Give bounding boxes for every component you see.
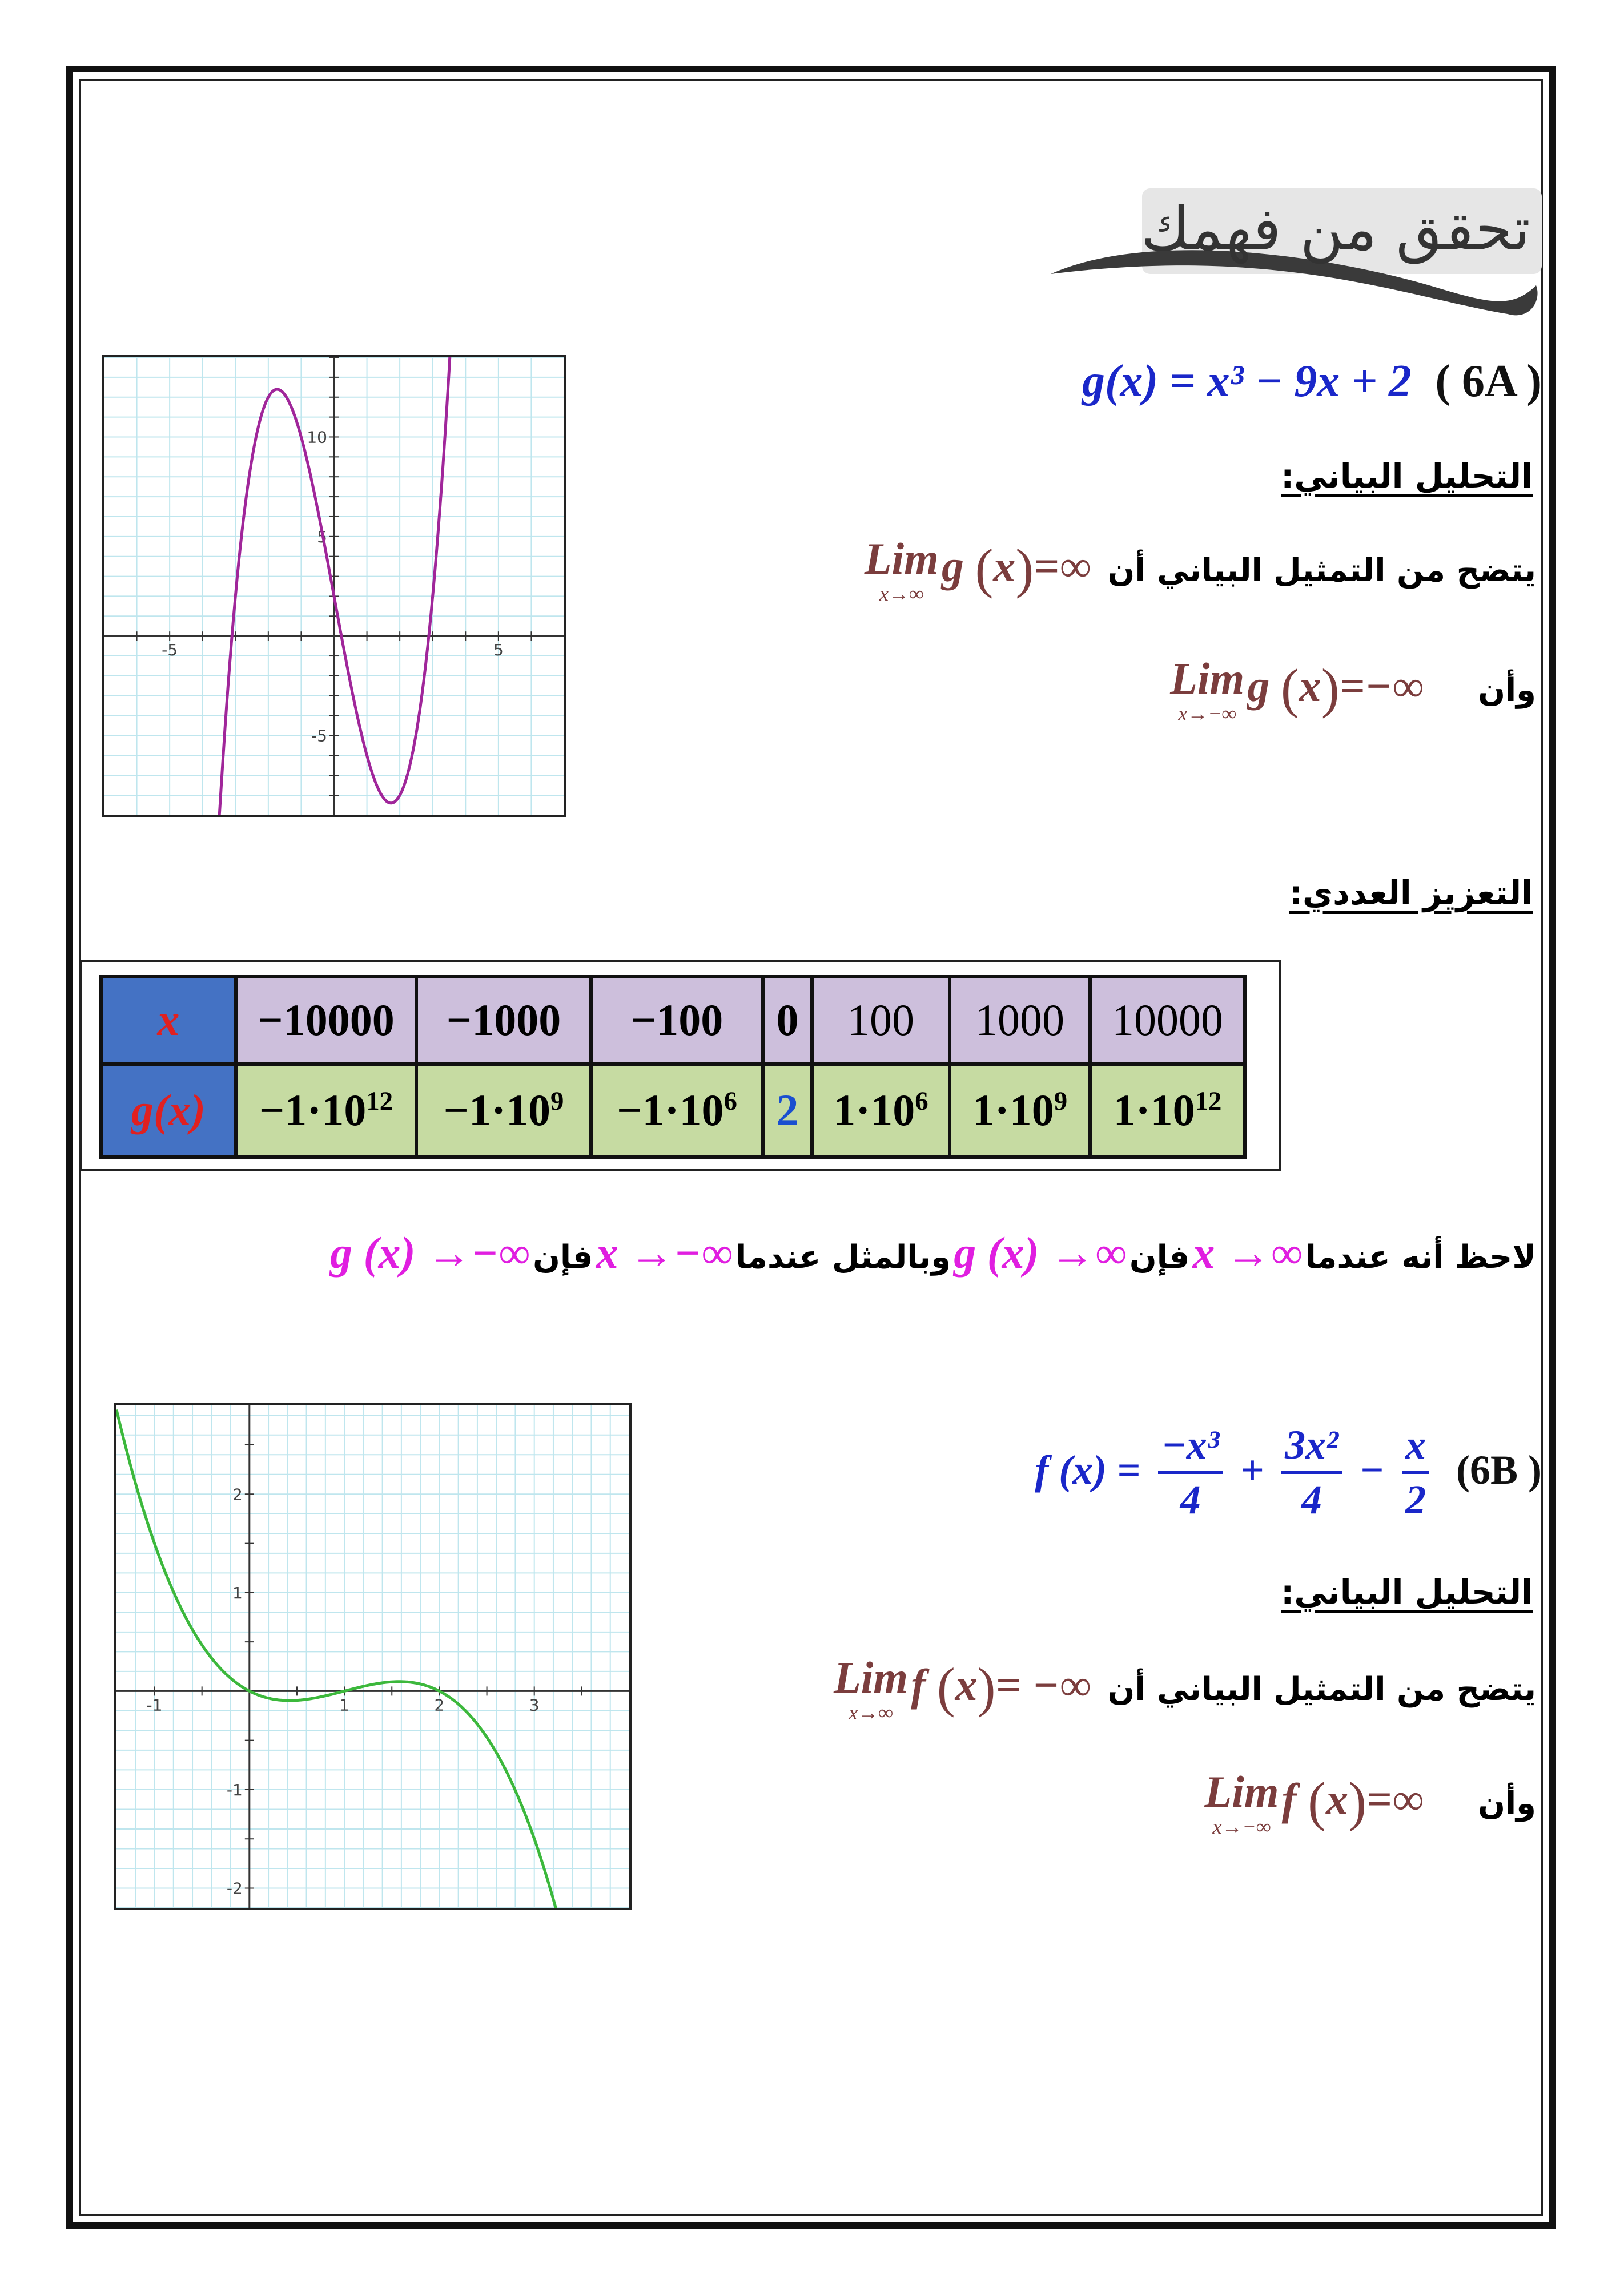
conclusion-math-1: x →∞ <box>1192 1228 1303 1278</box>
lim-subscript: x→∞ <box>849 1701 893 1724</box>
function-curve <box>116 1410 600 1908</box>
banner <box>1039 171 1553 331</box>
values-table <box>99 975 1247 1159</box>
part-b-lim2-expr: f (x)=∞ <box>1281 1771 1424 1832</box>
lim-word: Lim <box>834 1653 909 1702</box>
lim-subscript: x→∞ <box>879 582 924 605</box>
part-b-lhs: f (x) = <box>1035 1447 1141 1493</box>
y-tick-label: -5 <box>311 726 327 746</box>
part-b-lim1-expr: f (x)= −∞ <box>911 1657 1091 1718</box>
y-tick-label: 10 <box>307 428 327 447</box>
part-a-equation: g(x) = x³ − 9x + 2 <box>1082 356 1412 406</box>
part-b-op-2: − <box>1359 1447 1385 1493</box>
graph-b <box>114 1403 632 1910</box>
part-b-equation-row <box>879 1421 1542 1524</box>
banner-title: تحقق من فهمك <box>1141 194 1530 264</box>
part-b-line1-text: يتضح من التمثيل البياني أن <box>1107 1671 1536 1708</box>
lim-word: Lim <box>864 534 939 583</box>
table-g-cell: $-1\cdot 10^{12}$ <box>236 1064 416 1157</box>
part-b-lim2 <box>1204 1767 1279 1838</box>
table-g-cell: $1\cdot 10^9$ <box>950 1064 1090 1157</box>
lim-subscript: x→−∞ <box>1212 1815 1271 1838</box>
y-tick-label: -1 <box>226 1780 243 1799</box>
part-a-numeric-heading: التعزيز العددي: <box>1289 873 1533 912</box>
table-x-cell: −1000 <box>416 977 591 1064</box>
x-tick-label: 2 <box>434 1695 445 1715</box>
part-b-frac-2: $\frac{\text{3x²}}{4}$ <box>1281 1421 1342 1524</box>
conclusion-text-4: فإن <box>533 1239 593 1276</box>
part-b-label: (6B ) <box>1456 1447 1542 1493</box>
table-g-cell: $1\cdot 10^6$ <box>812 1064 950 1157</box>
table-g-cell: 2 <box>763 1064 812 1157</box>
y-tick-label: -2 <box>226 1879 243 1898</box>
part-a-lim1-expr: g (x)=∞ <box>941 538 1091 599</box>
table-x-cell: 1000 <box>950 977 1090 1064</box>
graph-a-svg <box>104 357 564 815</box>
conclusion-math-3: x →−∞ <box>596 1228 733 1278</box>
part-a-graph-heading: التحليل البياني: <box>1281 457 1533 496</box>
y-tick-label: 2 <box>232 1485 243 1504</box>
part-a-line2-text: وأن <box>1478 672 1536 709</box>
part-a-conclusion <box>137 1227 1536 1279</box>
table-g-cell: $-1\cdot 10^9$ <box>416 1064 591 1157</box>
conclusion-text-2: فإن <box>1129 1239 1190 1276</box>
table-g-header: g(x) <box>101 1064 236 1157</box>
part-a-equation-row <box>1039 354 1542 417</box>
part-b-op-1: + <box>1240 1447 1264 1493</box>
part-a-label: ( 6A ) <box>1435 356 1542 406</box>
part-a-line1-text: يتضح من التمثيل البياني أن <box>1107 552 1536 589</box>
table-x-header: x <box>101 977 236 1064</box>
conclusion-text-1: لاحظ أنه عندما <box>1305 1239 1536 1276</box>
x-tick-label: 1 <box>339 1695 350 1715</box>
conclusion-math-4: g (x) →−∞ <box>330 1228 530 1278</box>
part-b-frac-3: $\frac{x}{2}$ <box>1402 1421 1429 1524</box>
lim-word: Lim <box>1170 654 1245 703</box>
part-a-lim2 <box>1170 656 1244 724</box>
part-a-lim1 <box>864 534 939 605</box>
part-b-frac-1: $\frac{\text{−x³}}{4}$ <box>1158 1421 1223 1524</box>
x-tick-label: 3 <box>529 1695 540 1715</box>
part-b-line1 <box>742 1655 1536 1723</box>
conclusion-math-2: g (x) →∞ <box>954 1228 1127 1278</box>
graph-b-svg <box>116 1405 629 1908</box>
part-b-graph-heading: التحليل البياني: <box>1281 1573 1533 1612</box>
part-a-lim2-expr: g (x)=−∞ <box>1247 658 1424 719</box>
part-b-line2-text: وأن <box>1478 1785 1536 1822</box>
values-table-box <box>80 960 1281 1171</box>
table-g-cell: $-1\cdot 10^6$ <box>591 1064 763 1157</box>
x-tick-label: 5 <box>493 641 504 660</box>
table-x-cell: 100 <box>812 977 950 1064</box>
table-x-cell: −100 <box>591 977 763 1064</box>
conclusion-text-3: وبالمثل عندما <box>735 1239 951 1276</box>
graph-a <box>102 355 566 817</box>
table-x-cell: 0 <box>763 977 812 1064</box>
table-x-cell: −10000 <box>236 977 416 1064</box>
y-tick-label: 5 <box>317 527 327 546</box>
part-b-lim1 <box>834 1655 908 1723</box>
part-b-line2 <box>799 1767 1536 1838</box>
table-g-cell: $1\cdot 10^{12}$ <box>1090 1064 1245 1157</box>
table-x-cell: 10000 <box>1090 977 1245 1064</box>
y-tick-label: 1 <box>232 1583 243 1602</box>
lim-word: Lim <box>1204 1767 1279 1816</box>
x-tick-label: -5 <box>162 641 178 660</box>
part-a-line1 <box>799 534 1536 605</box>
x-tick-label: -1 <box>146 1695 163 1715</box>
part-a-line2 <box>799 656 1536 724</box>
lim-subscript: x→−∞ <box>1178 702 1237 725</box>
